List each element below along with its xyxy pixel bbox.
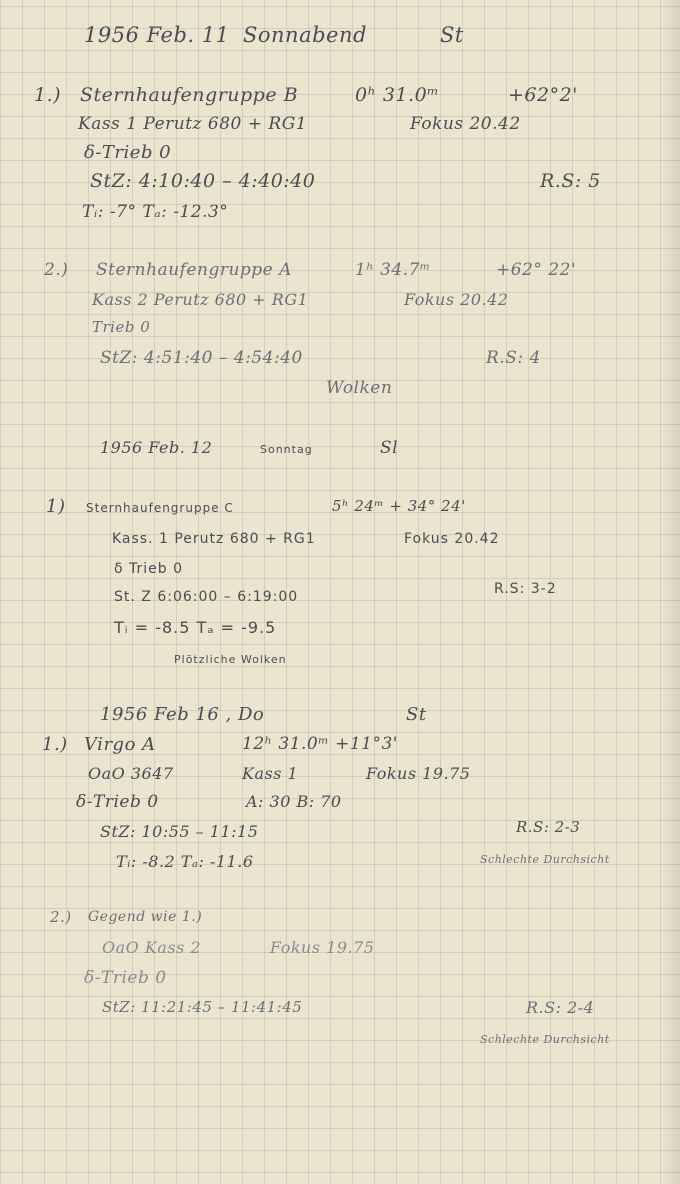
s2-obs1-number: 1) bbox=[46, 496, 66, 517]
s1-obs1-object: Sternhaufengruppe B bbox=[80, 84, 299, 106]
session2-observer: Sl bbox=[380, 438, 399, 458]
s2-obs1-time: St. Z 6:06:00 – 6:19:00 bbox=[114, 589, 299, 605]
s1-obs2-note: Wolken bbox=[326, 378, 393, 398]
s2-obs1-object: Sternhaufengruppe C bbox=[86, 501, 234, 515]
s1-obs1-focus: Fokus 20.42 bbox=[410, 114, 521, 134]
s1-obs1-number: 1.) bbox=[34, 84, 62, 106]
s3-obs1-object: Virgo A bbox=[84, 734, 156, 755]
s3-obs1-temps: Tᵢ: -8.2 Tₐ: -11.6 bbox=[116, 852, 254, 871]
session2-day: Sonntag bbox=[260, 443, 313, 456]
session1-date: 1956 Feb. 11 bbox=[84, 23, 230, 47]
s2-obs1-drive: δ Trieb 0 bbox=[114, 561, 184, 577]
s3-obs2-focus: Fokus 19.75 bbox=[270, 938, 375, 957]
s2-obs1-note: Plötzliche Wolken bbox=[174, 653, 287, 666]
s1-obs1-rs: R.S: 5 bbox=[540, 170, 601, 192]
s3-obs1-note: Schlechte Durchsicht bbox=[480, 853, 610, 866]
session1-day: Sonnabend bbox=[243, 23, 367, 47]
s3-obs1-cassette: Kass 1 bbox=[242, 764, 299, 783]
s2-obs1-focus: Fokus 20.42 bbox=[404, 531, 500, 547]
page-edge-shadow bbox=[662, 0, 680, 1184]
s1-obs2-focus: Fokus 20.42 bbox=[404, 290, 509, 309]
s3-obs1-instrument: OaO 3647 bbox=[88, 764, 174, 783]
s2-obs1-instrument: Kass. 1 Perutz 680 + RG1 bbox=[112, 531, 316, 547]
s1-obs2-object: Sternhaufengruppe A bbox=[96, 260, 292, 280]
s1-obs2-rs: R.S: 4 bbox=[486, 348, 541, 368]
s3-obs2-drive: δ-Trieb 0 bbox=[84, 968, 167, 988]
s3-obs2-time: StZ: 11:21:45 – 11:41:45 bbox=[102, 998, 303, 1016]
session3-date: 1956 Feb 16 , Do bbox=[100, 704, 265, 725]
s1-obs2-dec: +62° 22' bbox=[496, 260, 577, 280]
s2-obs1-rs: R.S: 3-2 bbox=[494, 581, 557, 597]
s2-obs1-temps: Tᵢ = -8.5 Tₐ = -9.5 bbox=[114, 618, 277, 637]
s1-obs2-time: StZ: 4:51:40 – 4:54:40 bbox=[100, 348, 303, 368]
session1-observer: St bbox=[440, 23, 464, 47]
s3-obs1-coords: 12ʰ 31.0ᵐ +11°3' bbox=[242, 734, 398, 754]
s3-obs2-number: 2.) bbox=[50, 908, 72, 926]
s1-obs1-temps: Tᵢ: -7° Tₐ: -12.3° bbox=[82, 202, 229, 222]
s1-obs2-instrument: Kass 2 Perutz 680 + RG1 bbox=[92, 290, 309, 309]
s2-obs1-coords: 5ʰ 24ᵐ + 34° 24' bbox=[332, 497, 466, 515]
s3-obs1-time: StZ: 10:55 – 11:15 bbox=[100, 822, 259, 841]
s3-obs1-ab: A: 30 B: 70 bbox=[246, 792, 342, 811]
s1-obs1-ra: 0ʰ 31.0ᵐ bbox=[355, 84, 440, 106]
s1-obs1-dec: +62°2' bbox=[508, 84, 578, 106]
session2-date: 1956 Feb. 12 bbox=[100, 438, 213, 457]
s3-obs2-note: Schlechte Durchsicht bbox=[480, 1033, 610, 1046]
s3-obs2-rs: R.S: 2-4 bbox=[526, 998, 595, 1017]
s3-obs2-instrument: OaO Kass 2 bbox=[102, 938, 202, 957]
s1-obs1-time: StZ: 4:10:40 – 4:40:40 bbox=[90, 170, 316, 192]
s3-obs1-focus: Fokus 19.75 bbox=[366, 764, 471, 783]
s3-obs1-drive: δ-Trieb 0 bbox=[76, 792, 159, 812]
s3-obs2-object: Gegend wie 1.) bbox=[88, 909, 203, 925]
s1-obs2-ra: 1ʰ 34.7ᵐ bbox=[355, 260, 431, 280]
s1-obs1-drive: δ-Trieb 0 bbox=[84, 142, 172, 163]
s1-obs1-instrument: Kass 1 Perutz 680 + RG1 bbox=[78, 114, 308, 134]
s3-obs1-rs: R.S: 2-3 bbox=[516, 818, 581, 836]
session3-observer: St bbox=[406, 704, 427, 725]
s1-obs2-number: 2.) bbox=[44, 260, 69, 280]
s1-obs2-drive: Trieb 0 bbox=[92, 318, 151, 336]
s3-obs1-number: 1.) bbox=[42, 734, 68, 755]
